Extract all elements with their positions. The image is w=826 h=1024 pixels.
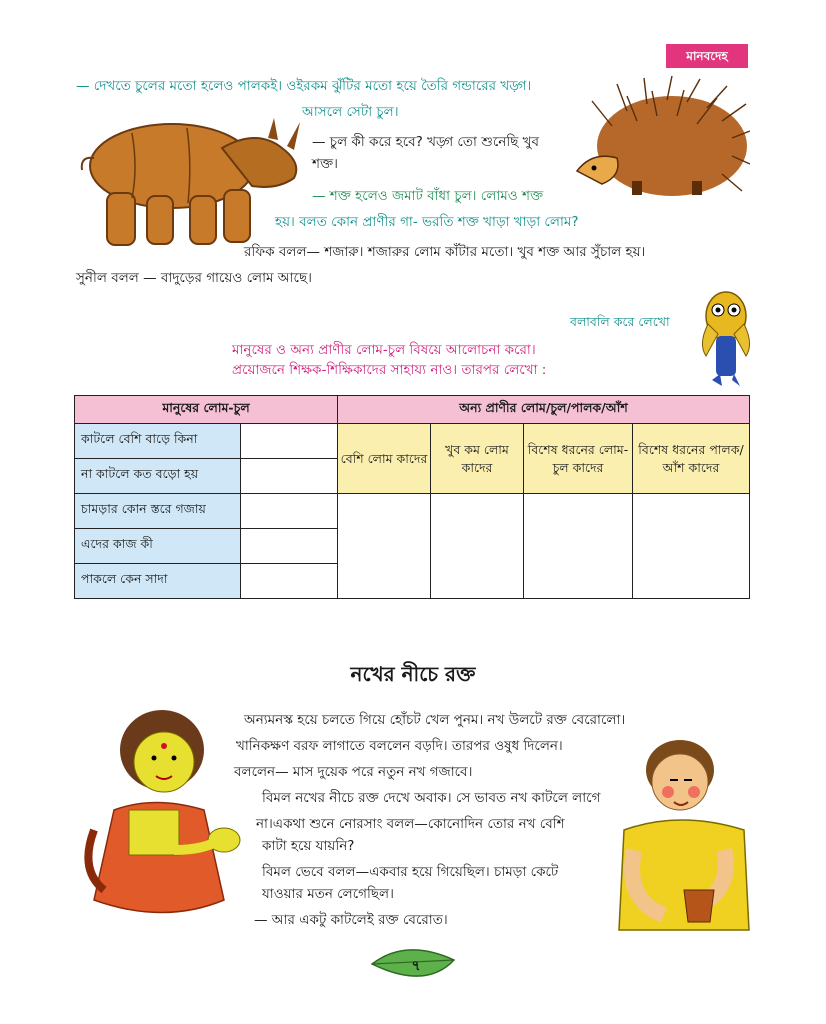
chapter-tag: মানবদেহ bbox=[666, 44, 748, 68]
story-line-5: না।একথা শুনে নোরসাং বলল—কোনোদিন তোর নখ বেশি bbox=[256, 816, 565, 832]
header-animal-hair: অন্য প্রাণীর লোম/চুল/পালক/আঁশ bbox=[338, 396, 750, 424]
girl-illustration bbox=[74, 700, 244, 926]
answer-cell-1[interactable] bbox=[240, 424, 337, 459]
boy-illustration bbox=[594, 730, 754, 934]
activity-instruction-1: মানুষের ও অন্য প্রাণীর লোম-চুল বিষয়ে আলোচনা করো। bbox=[232, 342, 536, 358]
story-line-9: — আর একটু কাটলেই রক্ত বেরোত। bbox=[254, 912, 448, 928]
story-line-8: যাওয়ার মতন লেগেছিল। bbox=[262, 886, 394, 902]
animal-answer-1[interactable] bbox=[338, 494, 431, 599]
intro-line-4: শক্ত। bbox=[312, 156, 338, 172]
porcupine-illustration bbox=[572, 76, 750, 204]
story-line-3: বললেন— মাস দুয়েক পরে নতুন নখ গজাবে। bbox=[234, 764, 473, 780]
intro-line-1: — দেখতে চুলের মতো হলেও পালকই। ওইরকম ঝুঁটির মতো হয়ে তৈরি গন্ডারের খড়্গ। bbox=[76, 78, 532, 94]
row-label-2: না কাটলে কত বড়ো হয় bbox=[75, 459, 241, 494]
story-line-6: কাটা হয়ে যায়নি? bbox=[262, 838, 355, 854]
section-heading: নখের নীচে রক্ত bbox=[350, 662, 476, 686]
intro-line-7: রফিক বলল— শজারু। শজারুর লোম কাঁটার মতো। খুব শক্ত আর সুঁচাল হয়। bbox=[244, 244, 646, 260]
row-label-1: কাটলে বেশি বাড়ে কিনা bbox=[75, 424, 241, 459]
col-header-2: খুব কম লোম কাদের bbox=[431, 424, 524, 494]
answer-cell-5[interactable] bbox=[240, 564, 337, 599]
animal-answer-4[interactable] bbox=[633, 494, 750, 599]
animal-answer-3[interactable] bbox=[524, 494, 633, 599]
row-label-4: এদের কাজ কী bbox=[75, 529, 241, 564]
col-header-1: বেশি লোম কাদের bbox=[338, 424, 431, 494]
activity-label: বলাবলি করে লেখো bbox=[570, 314, 670, 329]
answer-cell-3[interactable] bbox=[240, 494, 337, 529]
story-line-2: খানিকক্ষণ বরফ লাগাতে বললেন বড়দি। তারপর ওষুধ দিলেন। bbox=[236, 738, 563, 754]
intro-line-2: আসলে সেটা চুল। bbox=[302, 104, 399, 120]
answer-cell-4[interactable] bbox=[240, 529, 337, 564]
col-header-4: বিশেষ ধরনের পালক/আঁশ কাদের bbox=[633, 424, 750, 494]
story-line-4: বিমল নখের নীচে রক্ত দেখে অবাক। সে ভাবত নখ কাটলে লাগে bbox=[262, 790, 601, 806]
observation-table bbox=[74, 395, 750, 599]
intro-line-3: — চুল কী করে হবে? খড়্গ তো শুনেছি খুব bbox=[312, 134, 540, 150]
intro-line-8: সুনীল বলল — বাদুড়ের গায়েও লোম আছে। bbox=[76, 270, 312, 286]
animal-answer-2[interactable] bbox=[431, 494, 524, 599]
page-number: ৭ bbox=[411, 958, 421, 974]
row-label-5: পাকলে কেন সাদা bbox=[75, 564, 241, 599]
answer-cell-2[interactable] bbox=[240, 459, 337, 494]
row-label-3: চামড়ার কোন স্তরে গজায় bbox=[75, 494, 241, 529]
intro-line-6: হয়। বলত কোন প্রাণীর গা- ভরতি শক্ত খাড়া খাড়া লোম? bbox=[275, 214, 579, 230]
story-line-1: অন্যমনস্ক হয়ে চলতে গিয়ে হোঁচট খেল পুনম। নখ উলটে রক্ত বেরোলো। bbox=[244, 712, 626, 728]
owl-illustration bbox=[698, 284, 754, 392]
story-line-7: বিমল ভেবে বলল—একবার হয়ে গিয়েছিল। চামড়া কেটে bbox=[262, 864, 559, 880]
activity-instruction-2: প্রয়োজনে শিক্ষক-শিক্ষিকাদের সাহায্য নাও। তারপর লেখো : bbox=[232, 362, 547, 378]
header-human-hair: মানুষের লোম-চুল bbox=[75, 396, 338, 424]
intro-line-5: — শক্ত হলেও জমাট বাঁধা চুল। লোমও শক্ত bbox=[312, 188, 544, 204]
col-header-3: বিশেষ ধরনের লোম-চুল কাদের bbox=[524, 424, 633, 494]
rhinoceros-illustration bbox=[72, 108, 307, 256]
